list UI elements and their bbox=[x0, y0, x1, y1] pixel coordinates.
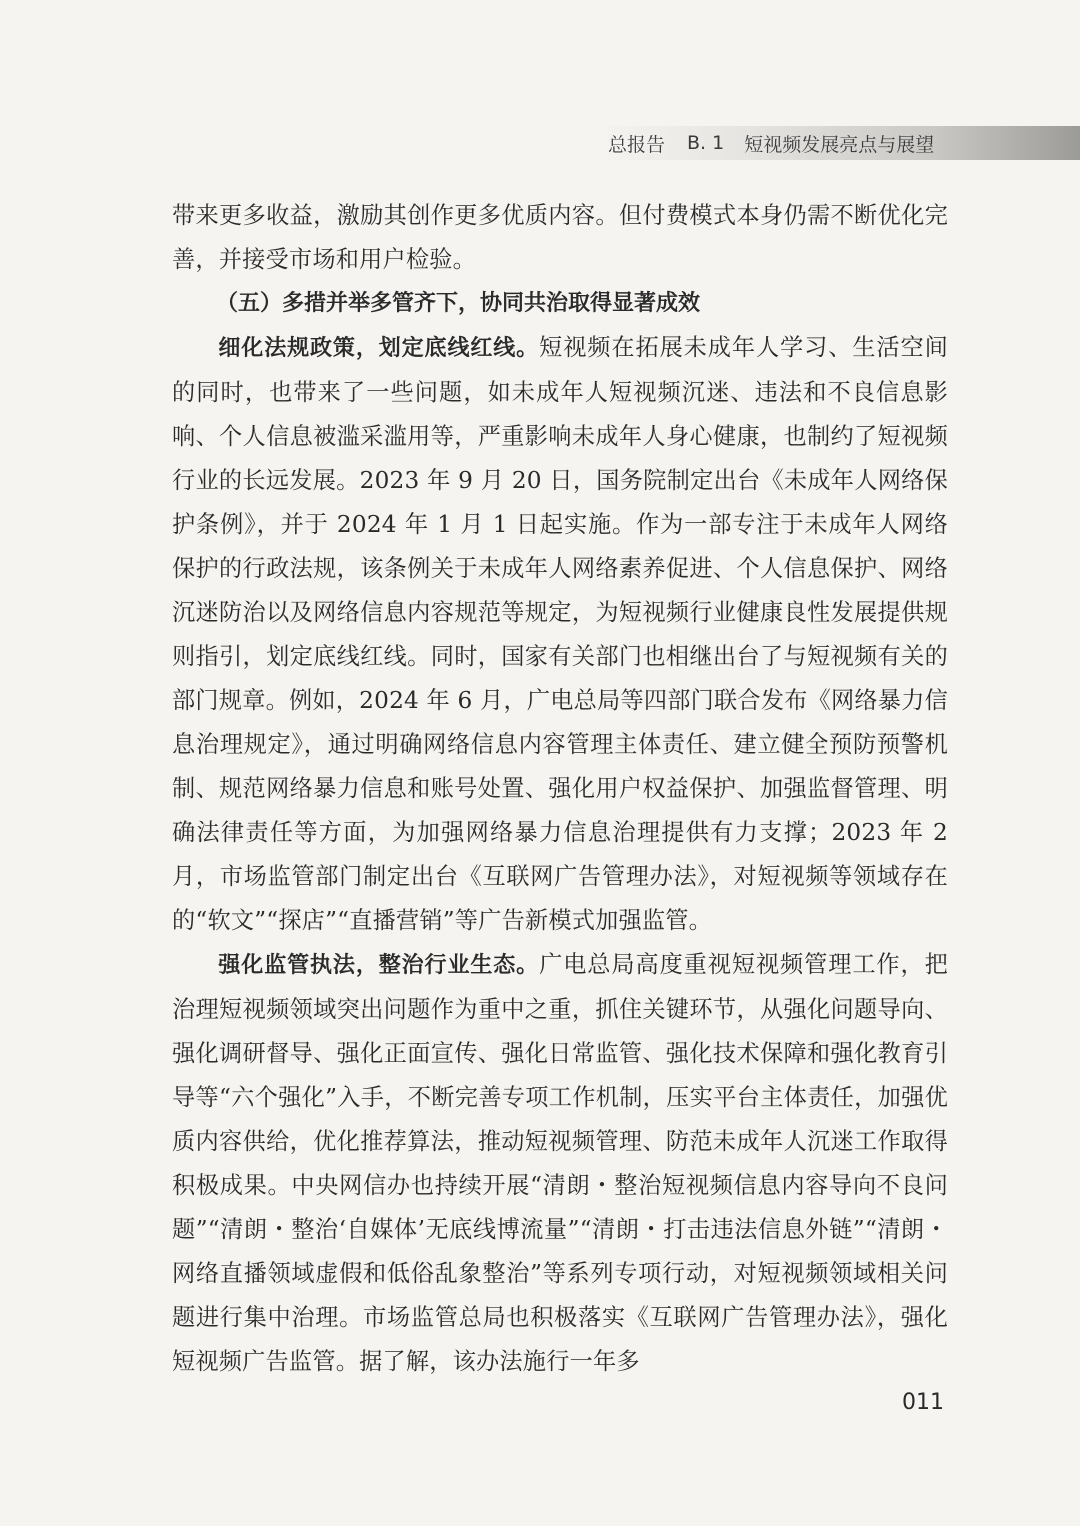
running-head-chapter: 短视频发展亮点与展望 bbox=[744, 133, 935, 156]
running-head bbox=[608, 128, 934, 158]
running-head-section: B. 1 bbox=[687, 132, 725, 154]
section-subheading: （五）多措并举多管齐下，协同共治取得显著成效 bbox=[216, 291, 701, 316]
running-head-report: 总报告 bbox=[608, 133, 666, 156]
paragraph-lead: 强化监管执法，整治行业生态。 bbox=[218, 953, 540, 978]
page-number: 011 bbox=[902, 1390, 944, 1415]
paragraph-text: 广电总局高度重视短视频管理工作，把治理短视频领域突出问题作为重中之重，抓住关键环节，从强化问题导向、强化调研督导、强化正面宣传、强化日常监管、强化技术保障和强化教育引导等“六个强化”入手，不断完善专项工作机制，压实平台主体责任，加强优质内容供给，优化推荐算法，推动短视频管理、防范未成年人沉迷工作取得积极成果。中央网信办也持续开展“清朗・整治短视频信息内容导向不良问题”“清朗・整治‘自媒体’无底线博流量”“清朗・打击违法信息外链”“清朗・网络直播领域虚假和低俗乱象整治”等系列专项行动，对短视频领域相关问题进行集中治理。市场监管总局也积极落实《互联网广告管理办法》，强化短视频广告监管。据了解，该办法施行一年多 bbox=[172, 951, 948, 1375]
paragraph-regulations bbox=[172, 326, 948, 943]
paragraph-enforcement bbox=[172, 943, 948, 1384]
paragraph-text: 短视频在拓展未成年人学习、生活空间的同时，也带来了一些问题，如未成年人短视频沉迷、违法和不良信息影响、个人信息被滥采滥用等，严重影响未成年人身心健康，也制约了短视频行业的长远发展。2023 年 9 月 20 日，国务院制定出台《未成年人网络保护条例》，并于 2024 年 1 月 1 日起实施。作为一部专注于未成年人网络保护的行政法规，该条例关于未成年人网络素养促进、个人信息保护、网络沉迷防治以及网络信息内容规范等规定，为短视频行业健康良性发展提供规则指引，划定底线红线。同时，国家有关部门也相继出台了与短视频有关的部门规章。例如，2024 年 6 月，广电总局等四部门联合发布《网络暴力信息治理规定》，通过明确网络信息内容管理主体责任、建立健全预防预警机制、规范网络暴力信息和账号处置、强化用户权益保护、加强监督管理、明确法律责任等方面，为加强网络暴力信息治理提供有力支撑；2023 年 2 月，市场监管部门制定出台《互联网广告管理办法》，对短视频等领域存在的“软文”“探店”“直播营销”等广告新模式加强监管。 bbox=[172, 334, 948, 934]
paragraph-continuation: 带来更多收益，激励其创作更多优质内容。但付费模式本身仍需不断优化完善，并接受市场和用户检验。 bbox=[172, 202, 948, 273]
page-body bbox=[172, 194, 948, 1384]
paragraph-lead: 细化法规政策，划定底线红线。 bbox=[218, 336, 540, 361]
